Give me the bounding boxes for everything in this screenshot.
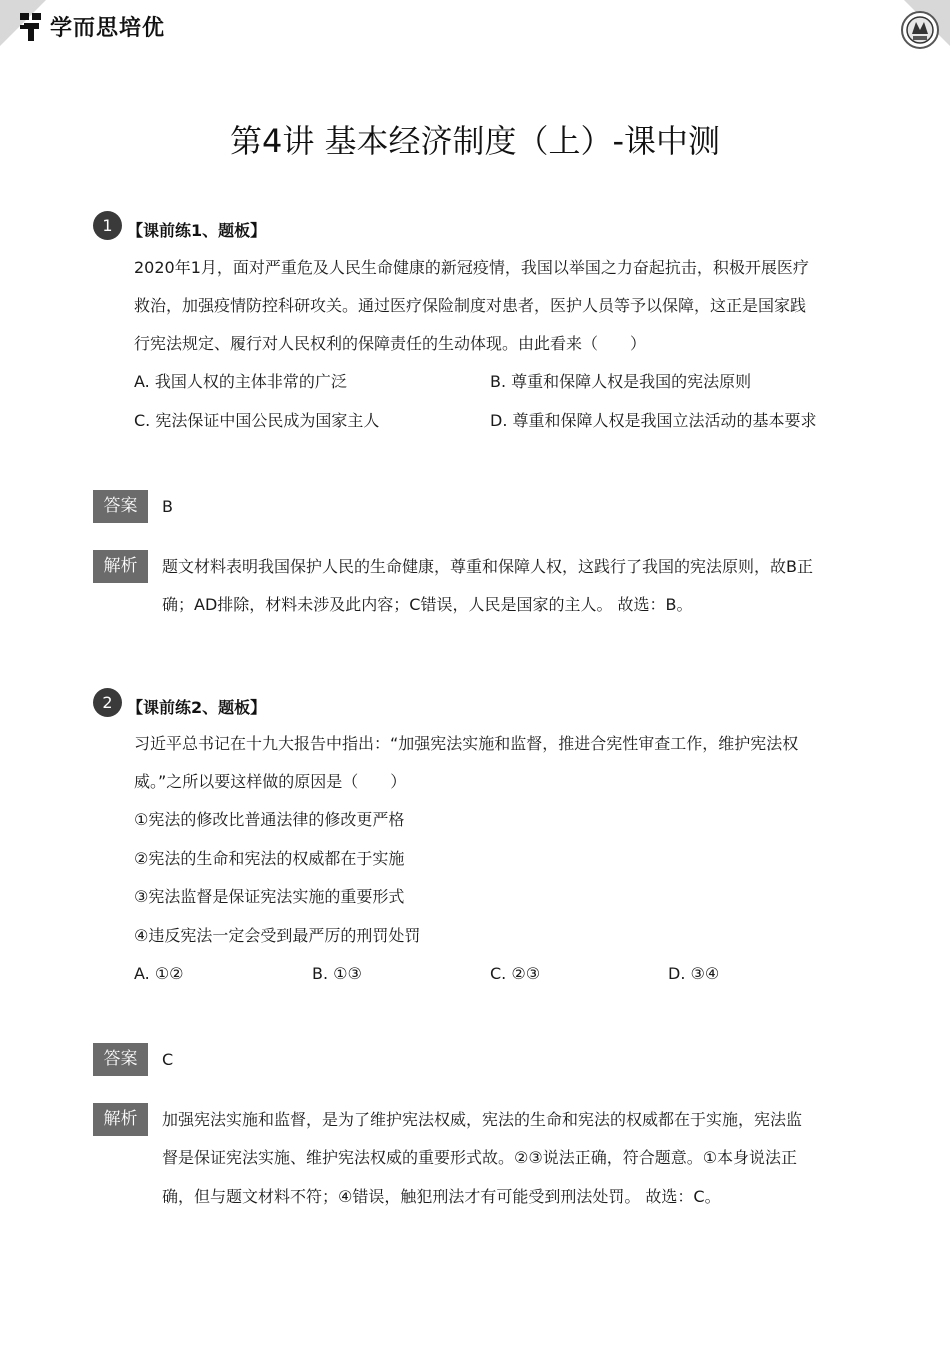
option-a: A. 我国人权的主体非常的广泛 (134, 372, 347, 391)
question-tag: 【课前练2、题板】 (127, 698, 267, 717)
brand-logo (18, 10, 165, 42)
answer-label: 答案 (93, 1043, 148, 1076)
statement-4: ④违反宪法一定会受到最严厉的刑罚处罚 (134, 926, 421, 945)
question-stem-line: 救治，加强疫情防控科研攻关。通过医疗保险制度对患者，医护人员等予以保障，这正是国家践 (134, 296, 807, 315)
answer-label: 答案 (93, 490, 148, 523)
explanation-line: 督是保证宪法实施、维护宪法权威的重要形式故。②③说法正确，符合题意。①本身说法正 (162, 1148, 798, 1167)
option-d: D. 尊重和保障人权是我国立法活动的基本要求 (490, 411, 817, 430)
option-c: C. 宪法保证中国公民成为国家主人 (134, 411, 380, 430)
question-tag: 【课前练1、题板】 (127, 221, 267, 240)
option-a: A. ①② (134, 964, 184, 983)
answer-value: C (162, 1050, 174, 1069)
question-stem-line: 习近平总书记在十九大报告中指出：“加强宪法实施和监督，推进合宪性审查工作，维护宪法权 (134, 734, 799, 753)
mascot-badge-icon (900, 10, 940, 50)
question-number-badge: 2 (93, 688, 122, 717)
explanation-line: 题文材料表明我国保护人民的生命健康，尊重和保障人权，这践行了我国的宪法原则，故B正 (162, 557, 813, 576)
option-d: D. ③④ (668, 964, 720, 983)
question-stem-line: 威。”之所以要这样做的原因是（ ） (134, 772, 407, 791)
explanation-line: 加强宪法实施和监督，是为了维护宪法权威，宪法的生命和宪法的权威都在于实施，宪法监 (162, 1110, 803, 1129)
logo-icon (18, 10, 44, 42)
question-stem-line: 行宪法规定、履行对人民权利的保障责任的生动体现。由此看来（ ） (134, 334, 647, 353)
answer-value: B (162, 497, 173, 516)
statement-1: ①宪法的修改比普通法律的修改更严格 (134, 810, 405, 829)
explanation-line: 确，但与题文材料不符；④错误，触犯刑法才有可能受到刑法处罚。 故选：C。 (162, 1187, 721, 1206)
question-number-badge: 1 (93, 211, 122, 240)
page-title: 第4讲 基本经济制度（上）-课中测 (229, 122, 721, 160)
explanation-label: 解析 (93, 550, 148, 583)
question-stem-line: 2020年1月，面对严重危及人民生命健康的新冠疫情，我国以举国之力奋起抗击，积极开展医疗 (134, 258, 809, 277)
option-b: B. ①③ (312, 964, 362, 983)
statement-2: ②宪法的生命和宪法的权威都在于实施 (134, 849, 405, 868)
logo-text: 学而思培优 (50, 15, 166, 41)
option-c: C. ②③ (490, 964, 541, 983)
option-b: B. 尊重和保障人权是我国的宪法原则 (490, 372, 752, 391)
statement-3: ③宪法监督是保证宪法实施的重要形式 (134, 887, 405, 906)
explanation-line: 确；AD排除，材料未涉及此内容；C错误，人民是国家的主人。 故选：B。 (162, 595, 693, 614)
explanation-label: 解析 (93, 1103, 148, 1136)
